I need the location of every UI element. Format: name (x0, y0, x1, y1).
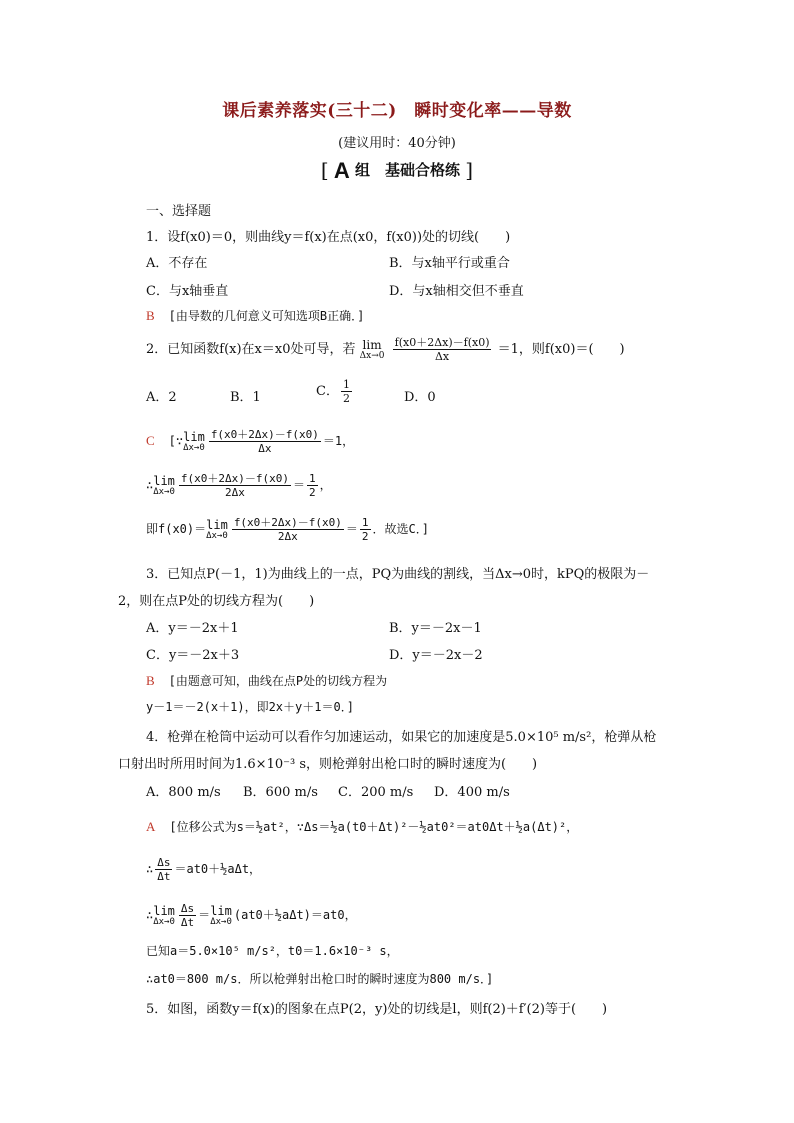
q2-stem (146, 336, 625, 363)
sol-text: ．故选C．] (372, 522, 429, 536)
lim-text: lim (153, 904, 175, 918)
q3-stem-line2: 2，则在点P处的切线方程为( ) (118, 594, 315, 609)
q2-stem-pre: 2．已知函数f(x)在x＝x0处可导，若 (146, 342, 356, 357)
group-letter: A (333, 158, 350, 183)
frac-num: f(x0＋2Δx)－f(x0) (394, 336, 490, 349)
lim-text: lim (153, 474, 175, 488)
q2-answer-letter: C (146, 433, 155, 448)
q2-solution-line2 (146, 472, 332, 499)
sol-text: ， (319, 478, 332, 492)
q3-explanation-1: [由题意可知，曲线在点P处的切线方程为 (168, 674, 388, 688)
frac-den: 2Δx (225, 486, 245, 499)
q4-option-c: C．200 m/s (338, 785, 414, 800)
q1-stem: 1．设f(x0)＝0，则曲线y＝f(x)在点(x0，f(x0))处的切线( ) (146, 230, 511, 245)
frac-num: Δs (157, 856, 171, 869)
fraction (179, 902, 196, 929)
frac-den: 2 (361, 530, 369, 543)
lim-sub: Δx→0 (206, 531, 228, 541)
fraction-half (360, 516, 371, 543)
sol-text: [位移公式为s＝½at²，∵Δs＝½a(t0＋Δt)²－½at0²＝at0Δt＋½a(Δt)²， (169, 820, 579, 834)
limit (206, 518, 228, 541)
frac-num: Δs (180, 902, 195, 915)
lim-sub: Δx→0 (153, 917, 175, 927)
frac-den: 2 (309, 486, 316, 499)
q1-option-d: D．与x轴相交但不垂直 (389, 284, 524, 299)
frac-den: Δx (258, 442, 272, 455)
q4-option-b: B．600 m/s (243, 785, 318, 800)
q4-solution-line3 (146, 902, 357, 929)
frac-num: 1 (309, 472, 316, 485)
q4-solution-line5: ∴at0＝800 m/s．所以枪弹射出枪口时的瞬时速度为800 m/s．] (146, 972, 494, 986)
sol-text: ∴ (146, 478, 154, 492)
sol-text: ＝ (198, 908, 211, 922)
q2-option-a: A．2 (146, 390, 177, 405)
sol-text: ＝ (293, 478, 306, 492)
q3-answer-letter: B (146, 673, 155, 688)
q4-answer-letter: A (146, 819, 156, 834)
q4-solution-line4: 已知a＝5.0×10⁵ m/s²，t0＝1.6×10⁻³ s， (146, 944, 399, 958)
sol-text: ＝at0＋½aΔt， (174, 862, 262, 876)
q2-option-c (316, 378, 354, 405)
q3-answer (146, 672, 387, 689)
sol-text: 即f(x0)＝ (146, 522, 207, 536)
sol-text: ＝1， (322, 434, 355, 448)
frac-num: f(x0＋2Δx)－f(x0) (180, 472, 290, 485)
lim-sub: Δx→0 (183, 443, 205, 453)
q4-option-a: A．800 m/s (146, 785, 221, 800)
q3-option-b: B．y＝－2x－1 (389, 621, 482, 636)
q4-solution-line1 (146, 818, 578, 835)
limit (153, 904, 175, 927)
lim-sub: Δx→0 (359, 351, 385, 361)
opt-c-fraction (341, 378, 352, 405)
q1-explanation: [由导数的几何意义可知选项B正确．] (168, 309, 365, 323)
lim-text: lim (183, 430, 205, 444)
section-heading: 一、选择题 (146, 204, 212, 219)
lim-text: lim (210, 904, 232, 918)
sol-text: (at0＋½aΔt)＝at0， (233, 908, 357, 922)
q3-option-c: C．y＝－2x＋3 (146, 648, 240, 663)
q2-fraction (393, 336, 492, 363)
q4-stem-line2: 口射出时所用时间为1.6×10⁻³ s，则枪弹射出枪口时的瞬时速度为( ) (118, 757, 538, 772)
q1-answer-letter: B (146, 308, 155, 323)
q1-option-c: C．与x轴垂直 (146, 284, 229, 299)
page-title: 课后素养落实(三十二) 瞬时变化率——导数 (222, 101, 572, 121)
q2-option-b: B．1 (230, 390, 261, 405)
q3-stem-line1: 3．已知点P(－1，1)为曲线上的一点，PQ为曲线的割线，当Δx→0时，kPQ的极限为－ (146, 567, 650, 582)
q4-solution-line2 (146, 856, 261, 883)
fraction (155, 856, 172, 883)
q5-stem: 5．如图，函数y＝f(x)的图象在点P(2，y)处的切线是l，则f(2)＋f′(2)等于( ) (146, 1002, 608, 1017)
q1-option-a: A．不存在 (146, 256, 208, 271)
fraction (179, 472, 291, 499)
q3-explanation-2: y－1＝－2(x＋1)，即2x＋y＋1＝0．] (146, 700, 354, 714)
q2-stem-post: ＝1，则f(x0)＝( ) (497, 342, 625, 357)
q3-option-d: D．y＝－2x－2 (389, 648, 483, 663)
frac-den: Δx (434, 350, 450, 363)
frac-den: Δt (180, 916, 195, 929)
lim-sub: Δx→0 (153, 487, 175, 497)
sol-text: ∴ (146, 862, 154, 876)
frac-num: 1 (342, 378, 350, 391)
group-heading (0, 158, 794, 184)
frac-den: 2 (342, 392, 350, 405)
sol-text: ∴ (146, 908, 154, 922)
opt-c-label: C． (316, 384, 339, 399)
limit (153, 474, 175, 497)
q2-solution-line3 (146, 516, 429, 543)
limit (183, 430, 205, 453)
lim-text: lim (206, 518, 228, 532)
q2-option-d: D．0 (404, 390, 436, 405)
frac-num: f(x0＋2Δx)－f(x0) (233, 516, 342, 529)
q2-solution-line1 (146, 428, 354, 455)
time-note: (建议用时：40分钟) (338, 136, 456, 151)
frac-num: f(x0＋2Δx)－f(x0) (210, 428, 319, 441)
fraction-half (307, 472, 318, 499)
sol-text: [∵ (168, 434, 184, 448)
lim-text: lim (362, 338, 382, 352)
q4-option-d: D．400 m/s (434, 785, 510, 800)
frac-den: 2Δx (277, 530, 298, 543)
q4-stem-line1: 4．枪弹在枪筒中运动可以看作匀加速运动，如果它的加速度是5.0×10⁵ m/s²，枪弹从枪 (146, 730, 657, 745)
group-text: 组 基础合格练 (355, 161, 461, 179)
frac-den: Δt (157, 870, 171, 883)
q2-limit (360, 338, 385, 361)
lim-sub: Δx→0 (210, 917, 232, 927)
q1-option-b: B．与x轴平行或重合 (389, 256, 510, 271)
q3-option-a: A．y＝－2x＋1 (146, 621, 239, 636)
group-bracket-open: [ (320, 158, 329, 182)
q1-answer (146, 307, 364, 324)
sol-text: ＝ (345, 522, 358, 536)
fraction (209, 428, 321, 455)
fraction (232, 516, 344, 543)
group-bracket-close: ] (465, 158, 474, 182)
limit (210, 904, 232, 927)
frac-num: 1 (361, 516, 369, 529)
